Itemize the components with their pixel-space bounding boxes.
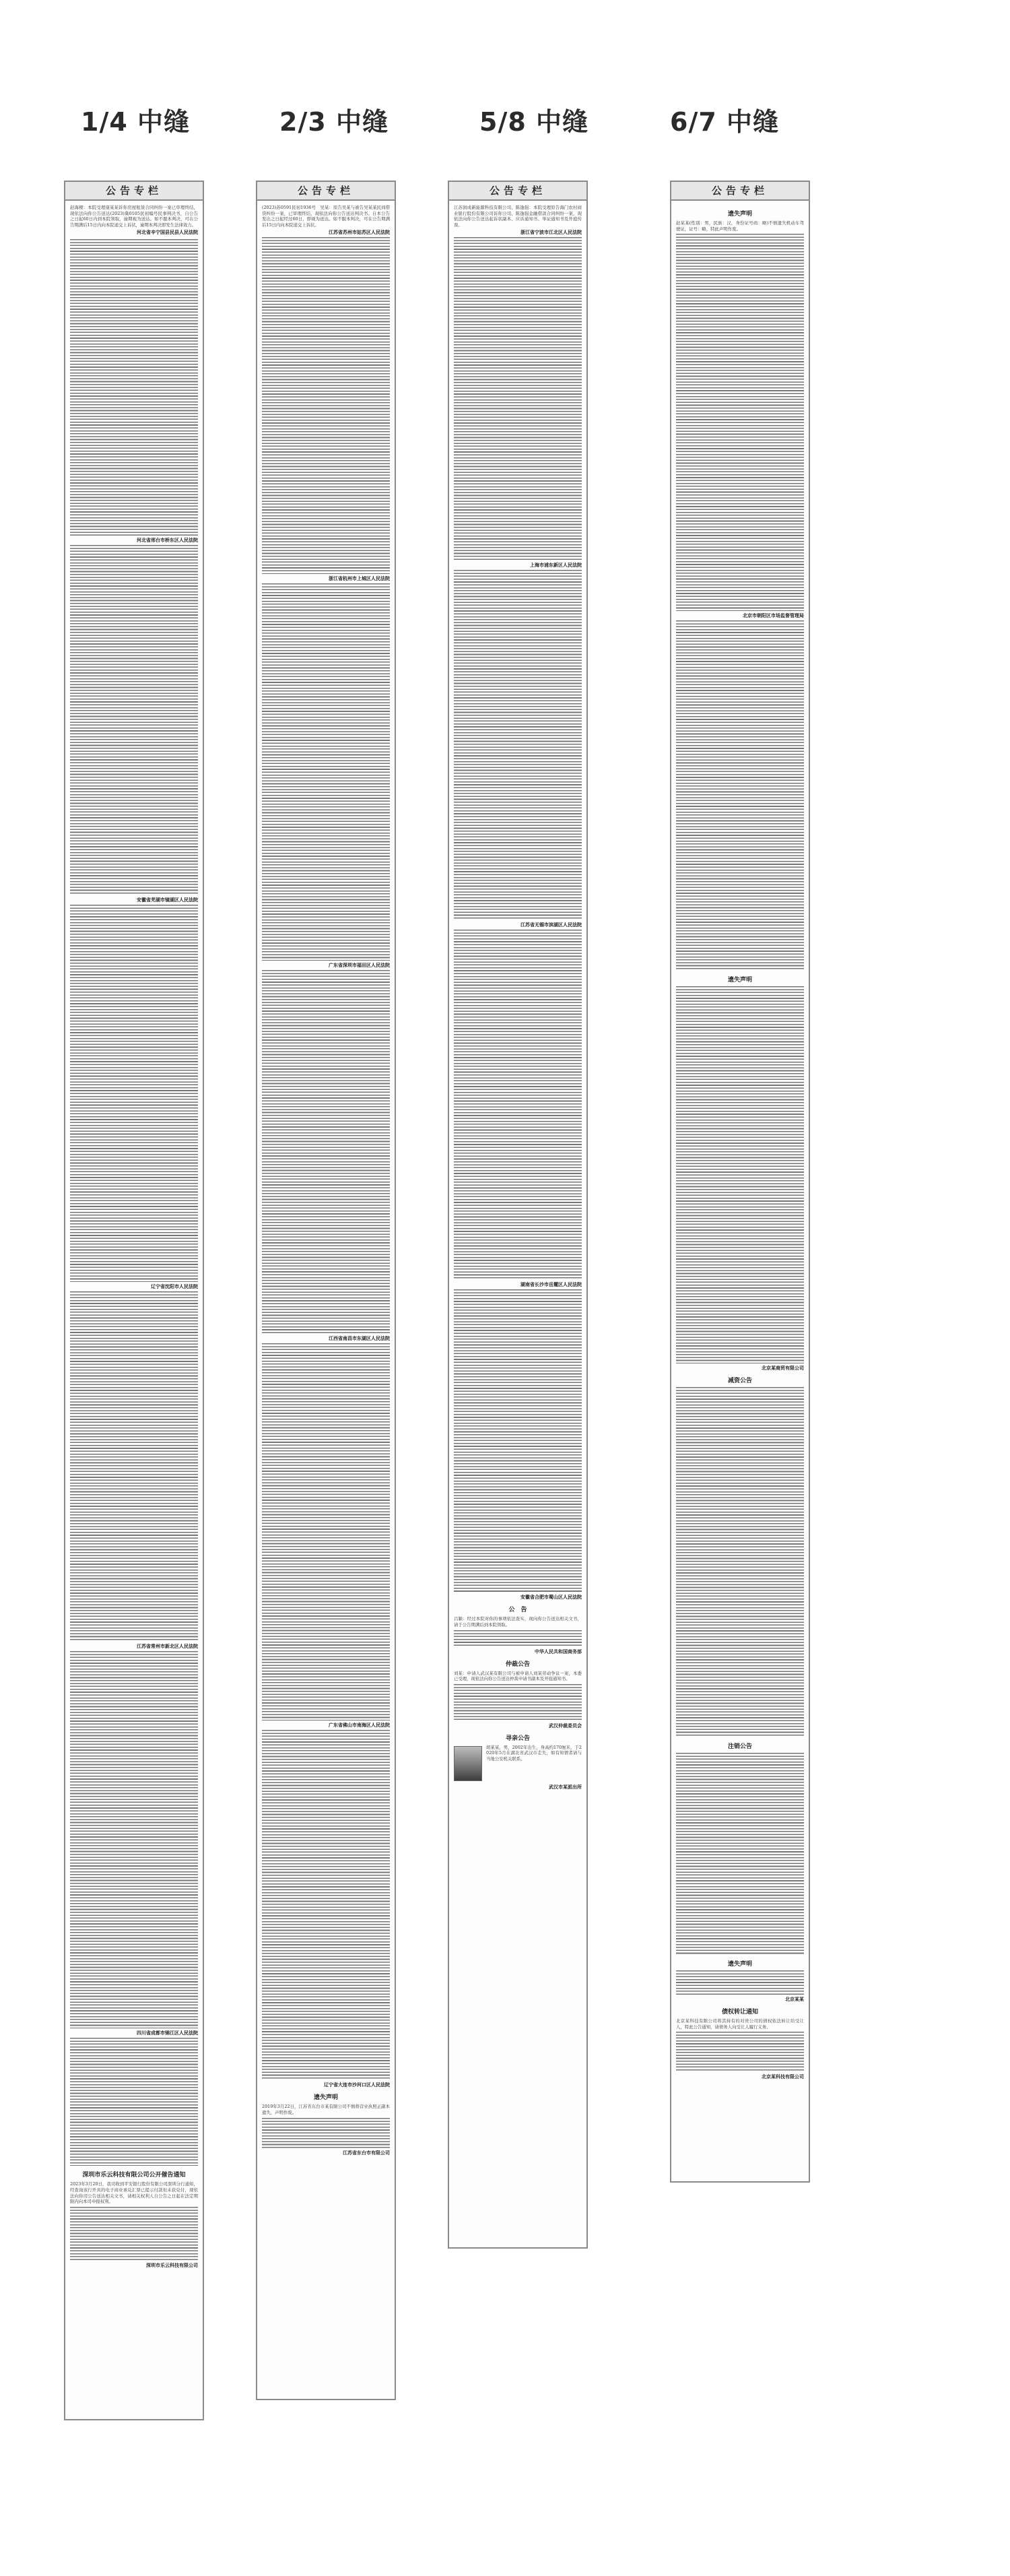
court-name: 四川省成都市锦江区人民法院 [137, 2030, 198, 2036]
spread-label-2-3: 2/3 中缝 [279, 107, 389, 137]
signature: 北京某某 [785, 1997, 804, 2003]
court-name: 安徽省芜湖市镜湖区人民法院 [137, 897, 198, 903]
notice-heading: 遗失声明 [727, 1961, 752, 1968]
notice-text: 赵海樑：本院受理康某某诉你房屋租赁合同纠纷一案已审理终结，现依法向你公告送达(2023)冀0105民初编号民事判决书，自公告之日起60日内到本院领取，逾期视为送达。如不服本判决，可在公告期满后15日内向本院递交上诉状，逾期本判决即发生法律效力。 [70, 205, 198, 228]
court-name: 河北省邢台市桥东区人民法院 [137, 538, 198, 544]
notice [70, 205, 198, 236]
court-name: 浙江省宁波市江北区人民法院 [520, 230, 582, 236]
column-header: 公告专栏 [671, 182, 809, 201]
notice-text-block [454, 1289, 582, 1592]
notice-text-block [454, 237, 582, 560]
notice-text-block [454, 1684, 582, 1721]
notice-heading: 寻亲公告 [505, 1735, 530, 1742]
signature: 深圳市乐云科技有限公司 [146, 2262, 198, 2268]
notice-heading: 债权转让通知 [721, 2009, 758, 2016]
notice-text: 2019年3月22日，江苏省东台市某有限公司不慎将营业执照正副本遗失，声明作废。 [262, 2104, 390, 2115]
notice-heading: 遗失声明 [727, 211, 752, 218]
signature: 江苏省东台市有限公司 [343, 2150, 390, 2156]
notice-heading: 注销公告 [727, 1743, 752, 1751]
column-header: 公告专栏 [65, 182, 203, 201]
court-name: 广东省深圳市福田区人民法院 [329, 963, 390, 969]
column-6-7 [670, 181, 810, 2183]
notice-sign: 北京某商贸有限公司 [762, 1365, 804, 1372]
notice-text-block [70, 2038, 198, 2166]
notice-text-block [262, 237, 390, 574]
signature: 北京某科技有限公司 [762, 2074, 804, 2080]
notice-text-block [262, 2118, 390, 2148]
notice-text: 赵某某(性别：男，民族：汉，身份证号码：略)不慎遗失机动车驾驶证，证号：略，特此声明作废。 [676, 220, 804, 232]
column-header: 公告专栏 [257, 182, 395, 201]
notice-text-block [676, 620, 804, 971]
notice-text-block [262, 1343, 390, 1720]
notice-text-block [70, 545, 198, 895]
notice-text-block [454, 1630, 582, 1647]
notice-text-block [70, 905, 198, 1282]
notice-text: 江苏润成新能源科技有限公司、陈逸强：本院受理原告海门农村商业银行股份有限公司诉你公司、陈逸强金融借款合同纠纷一案，现依法向你公告送达起诉状副本、应诉通知书、举证通知书及开庭传票。 [454, 205, 582, 228]
notice-heading: 遗失声明 [313, 2094, 338, 2102]
court-name: 广东省佛山市南海区人民法院 [329, 1722, 390, 1729]
notice-text-block [454, 570, 582, 920]
signature: 中华人民共和国商务部 [535, 1648, 582, 1654]
column-2-3 [256, 181, 396, 2400]
notice-text-block [70, 1651, 198, 2028]
notice-text-block [262, 970, 390, 1334]
notice-text: 2023年3月20日，我司收到平安银行股份有限公司深圳分行通知，经查询该行开具的电子商业承兑汇票已提示付款但未获兑付，现依法向你司公告送达相关文书，请相关权利人自公告之日起在法定期限内向本司申报权利。 [70, 2181, 198, 2205]
notice-heading: 公 告 [508, 1607, 527, 1614]
column-body [65, 201, 203, 2276]
court-name: 湖南省长沙市岳麓区人民法院 [520, 1282, 582, 1288]
notice-text: (2023)苏0591民初1936号 吴某：原告吴某与被告吴某某民间借贷纠纷一案，已审理终结，现依法向你公告送达判决书。自本公告发出之日起经过60日，即视为送达。如不服本判决，可在公告期满后15日内向本院递交上诉状。 [262, 205, 390, 228]
court-name: 江苏省无锡市滨湖区人民法院 [520, 922, 582, 928]
court-name: 安徽省合肥市蜀山区人民法院 [520, 1595, 582, 1601]
column-body [449, 201, 586, 1797]
notice-heading: 遗失声明 [727, 977, 752, 984]
notice-text: 北京某科技有限公司将其持有的对贵公司的债权依法转让给受让人，特此公告通知，请债务人向受让人履行义务。 [676, 2018, 804, 2030]
spread-label-1-4: 1/4 中缝 [81, 107, 190, 137]
notice-text-block [70, 239, 198, 536]
notice-text-block [262, 583, 390, 961]
notice-text-block [676, 2032, 804, 2072]
court-name: 浙江省杭州市上城区人民法院 [329, 576, 390, 582]
spread-label-5-8: 5/8 中缝 [479, 107, 588, 137]
court-name: 上海市浦东新区人民法院 [530, 562, 582, 569]
court-name: 辽宁省沈阳市人民法院 [151, 1284, 198, 1290]
court-name: 江西省南昌市东湖区人民法院 [329, 1336, 390, 1342]
notice-text-block [676, 234, 804, 611]
column-5-8 [448, 181, 588, 2249]
notice-heading: 仲裁公告 [505, 1661, 530, 1668]
column-header: 公告专栏 [449, 182, 586, 201]
notice-sign: 北京市朝阳区市场监督管理局 [743, 613, 804, 619]
notice-text-block [676, 1970, 804, 1995]
court-name: 河北省辛宁国县民县人民法院 [137, 230, 198, 236]
column-1-4 [64, 181, 204, 2420]
notice-text-block [70, 1291, 198, 1642]
notice-text-block [454, 930, 582, 1280]
spread-label-6-7: 6/7 中缝 [670, 107, 779, 137]
signature: 武汉仲裁委员会 [549, 1722, 582, 1729]
notice-text: 胡某某，男，2002年出生，身高约170厘米，于2020年5月在湖北省武汉市走失，如有知情者请与当地公安机关联系。 [486, 1744, 582, 1762]
signature: 武汉市某派出所 [549, 1784, 582, 1790]
column-body [671, 201, 809, 2087]
missing-person-photo [454, 1746, 482, 1781]
notice-text-block [676, 986, 804, 1363]
notice-text: 刘某：申请人武汉某有限公司与被申请人刘某劳动争议一案，本委已受理，现依法向你公告送达仲裁申请书副本及开庭通知书。 [454, 1670, 582, 1682]
notice-heading: 减资公告 [727, 1378, 752, 1385]
notice-text-block [676, 1387, 804, 1737]
notice-text: 吕颖：经过本院对你的事项依法查实，现向你公告送达相关文书，请于公告期满后到本院领取。 [454, 1616, 582, 1628]
notice-heading: 深圳市乐云科技有限公司公开催告通知 [82, 2172, 186, 2179]
column-body [257, 201, 395, 2163]
court-name: 辽宁省大连市沙河口区人民法院 [324, 2082, 390, 2088]
notice-text-block [70, 2207, 198, 2261]
court-name: 江苏省常州市新北区人民法院 [137, 1644, 198, 1650]
notice-text-block [676, 1753, 804, 1955]
notice-text-block [262, 1730, 390, 2080]
court-name: 江苏省苏州市姑苏区人民法院 [329, 230, 390, 236]
